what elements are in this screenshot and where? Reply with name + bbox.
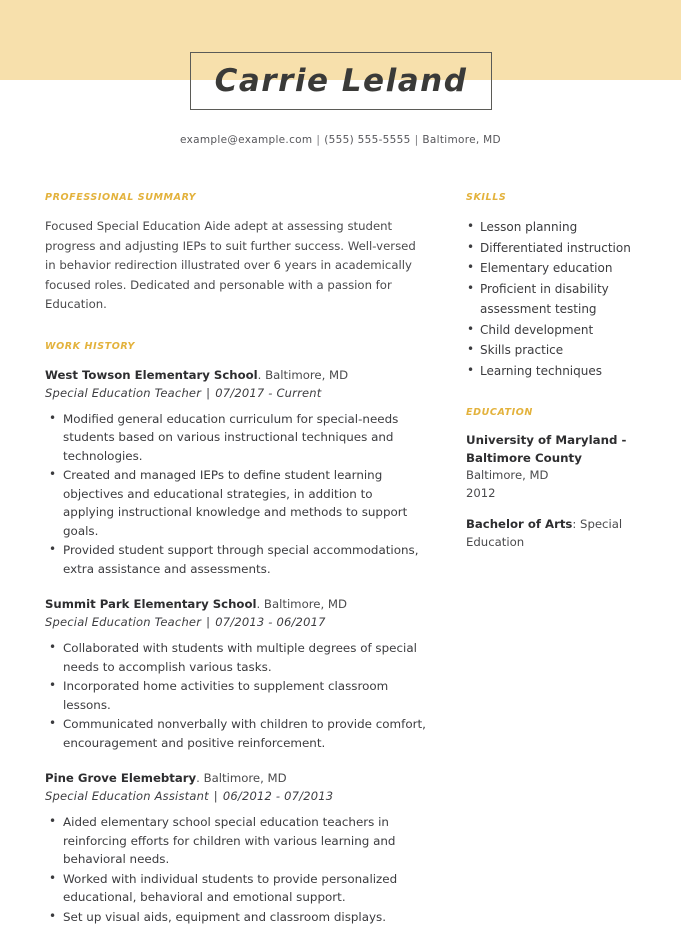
right-column [466,192,651,551]
job-bullet: • Created and managed IEPs to define student learning objectives and educational strategies, in addition to applying instructional knowledge and methods to support goals. [45,466,427,540]
skill-item: • Learning techniques [466,361,651,382]
work-history-entry [45,595,427,752]
job-organization: Summit Park Elementary School [45,597,257,611]
work-history-entry [45,769,427,926]
section-heading-professional-summary: PROFESSIONAL SUMMARY [45,192,197,203]
job-bullet: • Provided student support through special accommodations, extra assistance and assessments. [45,541,427,578]
job-separator: | [213,789,218,803]
skill-item: • Elementary education [466,258,651,279]
job-dates: 06/2012 - 07/2013 [222,789,334,803]
job-organization: Pine Grove Elemebtary [45,771,197,785]
job-dates: 07/2013 - 06/2017 [215,615,326,629]
job-header [45,366,427,384]
job-bullet: • Incorporated home activities to supplement classroom lessons. [45,677,427,714]
job-header [45,769,427,787]
job-title: Special Education Assistant [45,789,209,803]
skill-item: • Child development [466,320,651,341]
skill-item: • Differentiated instruction [466,238,651,259]
job-title-dates [45,384,427,403]
job-location: . Baltimore, MD [196,771,287,785]
contact-email: example@example.com [180,134,313,146]
contact-location: Baltimore, MD [422,134,501,146]
contact-separator-1: | [316,134,321,146]
job-separator: | [206,385,211,400]
job-title: Special Education Teacher [45,615,202,629]
job-bullet-list [45,410,427,579]
skill-item: • Lesson planning [466,217,651,238]
education-degree-label: Bachelor of Arts [466,517,573,531]
job-title: Special Education Teacher [45,385,202,400]
job-bullet: • Worked with individual students to provide personalized educational, behavioral and emotional support. [45,870,427,907]
left-column [45,192,427,943]
education-degree [466,516,651,551]
job-title-dates [45,613,427,632]
work-history-entry [45,366,427,579]
job-title-dates [45,787,427,806]
job-location: . Baltimore, MD [257,367,349,382]
job-bullet-list [45,813,427,926]
skills-list [466,217,651,381]
section-heading-skills: SKILLS [466,192,507,203]
skill-item: • Proficient in disability assessment testing [466,279,651,320]
job-bullet: • Collaborated with students with multiple degrees of special needs to accomplish various tasks. [45,639,427,676]
name-box-content [190,52,492,110]
job-bullet: • Communicated nonverbally with children to provide comfort, encouragement and positive reinforcement. [45,715,427,752]
section-heading-work-history: WORK HISTORY [45,340,135,352]
job-bullet: • Aided elementary school special education teachers in reinforcing efforts for children with various learning and behavioral needs. [45,813,427,869]
contact-line [0,134,681,146]
education-school: University of Maryland - Baltimore County [466,433,627,465]
job-location: . Baltimore, MD [256,597,347,611]
education-location: Baltimore, MD [466,468,549,482]
job-bullet-list [45,639,427,752]
contact-phone: (555) 555-5555 [324,134,411,146]
job-separator: | [206,615,211,629]
job-bullet: • Set up visual aids, equipment and classroom displays. [45,908,427,927]
contact-separator-2: | [414,134,419,146]
education-degree-field: : Special Education [466,517,623,549]
professional-summary-text: Focused Special Education Aide adept at assessing student progress and adjusting IEPs to suit further success. Well-versed in behavior redirection illustrated over 6 years in academically focused roles. Dedicated and personable with a passion for Education. [45,219,416,311]
job-bullet: • Modified general education curriculum for special-needs students based on various instructional techniques and technologies. [45,410,427,466]
education-year: 2012 [466,485,496,500]
job-header [45,595,427,613]
job-organization: West Towson Elementary School [45,367,258,382]
page-title: Carrie Leland [214,63,468,99]
education-entry [466,432,651,502]
job-dates: 07/2017 - Current [215,385,322,400]
section-heading-education: EDUCATION [466,407,533,418]
skill-item: • Skills practice [466,340,651,361]
